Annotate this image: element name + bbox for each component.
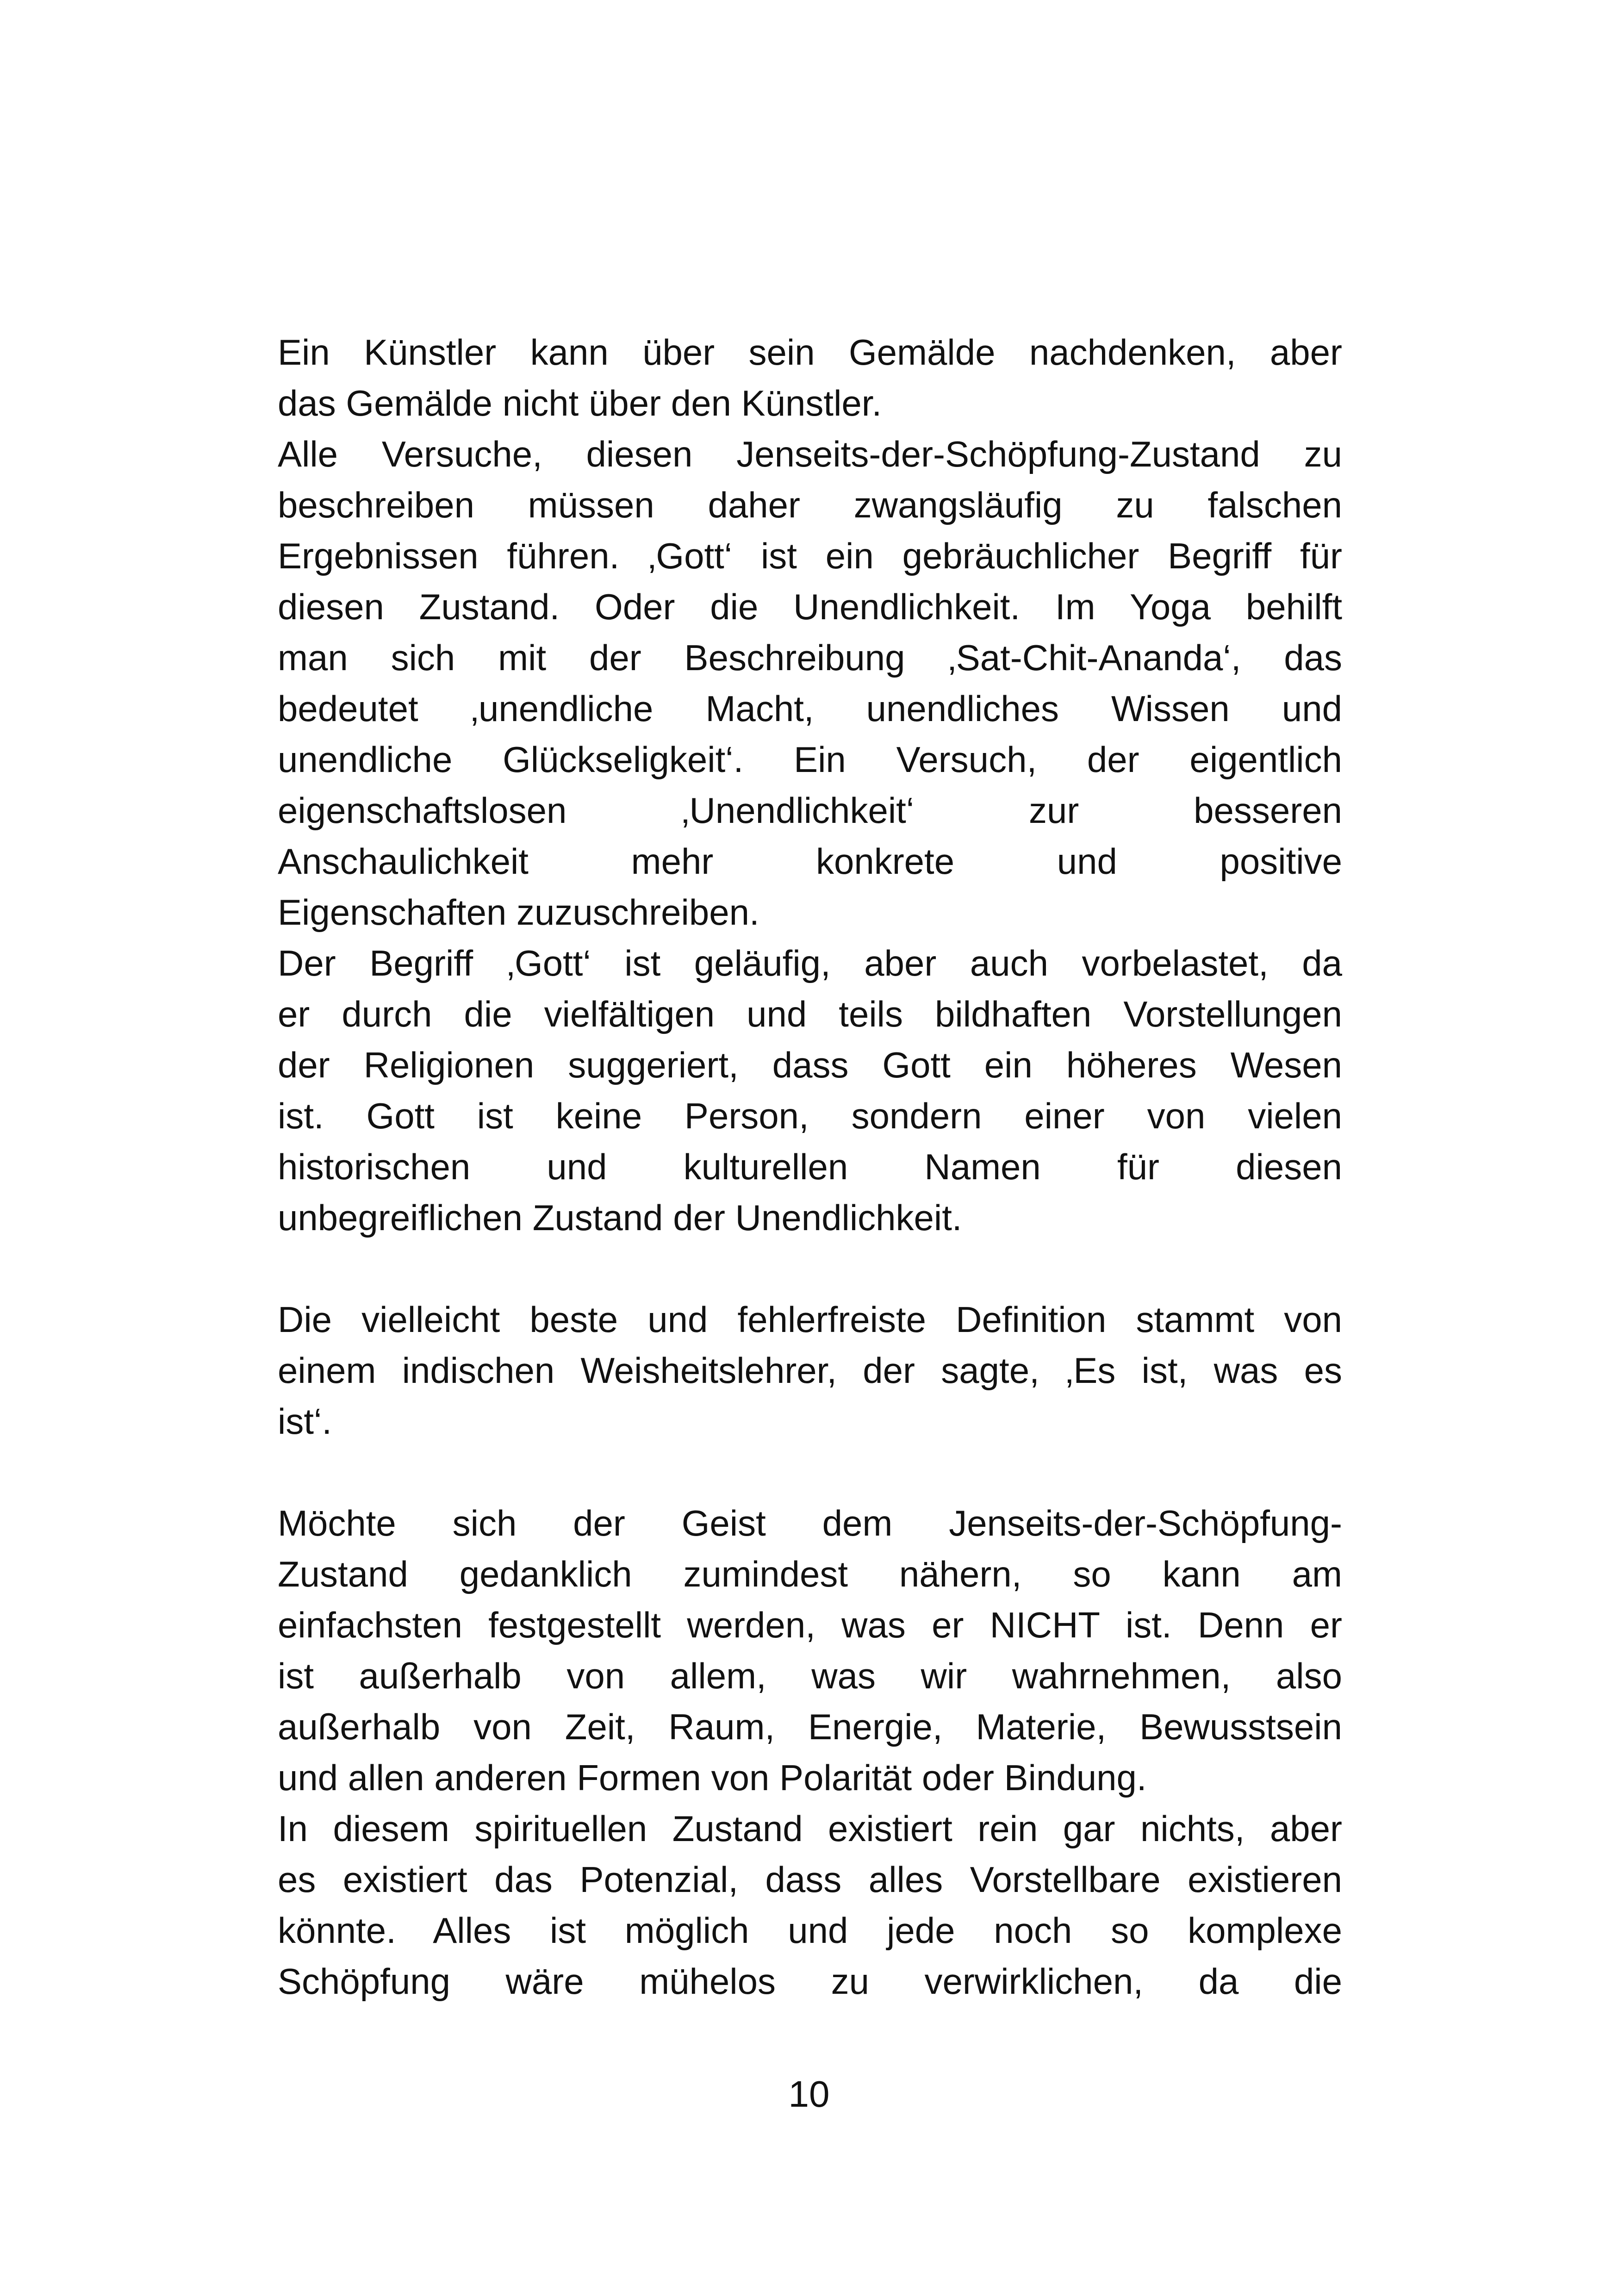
text-line: Ergebnissen führen. ‚Gott‘ ist ein gebräuchlicher Begriff für	[278, 535, 1342, 576]
text-line: der Religionen suggeriert, dass Gott ein höheres Wesen	[278, 1045, 1342, 1085]
text-line: eigenschaftslosen ‚Unendlichkeit‘ zur besseren	[278, 790, 1342, 831]
text-line: unbegreiflichen Zustand der Unendlichkeit.	[278, 1197, 962, 1238]
text-line: Schöpfung wäre mühelos zu verwirklichen, da die	[278, 1961, 1342, 2002]
text-line: man sich mit der Beschreibung ‚Sat-Chit-Ananda‘, das	[278, 637, 1342, 678]
text-line: Anschaulichkeit mehr konkrete und positive	[278, 841, 1342, 882]
text-line: das Gemälde nicht über den Künstler.	[278, 383, 882, 423]
text-line: könnte. Alles ist möglich und jede noch so komplexe	[278, 1910, 1342, 1951]
text-line: Möchte sich der Geist dem Jenseits-der-Schöpfung-	[278, 1503, 1342, 1543]
text-line: er durch die vielfältigen und teils bildhaften Vorstellungen	[278, 994, 1342, 1034]
text-line: historischen und kulturellen Namen für diesen	[278, 1146, 1342, 1187]
text-line: unendliche Glückseligkeit‘. Ein Versuch, der eigentlich	[278, 739, 1342, 780]
text-line: beschreiben müssen daher zwangsläufig zu falschen	[278, 485, 1342, 525]
text-line: es existiert das Potenzial, dass alles Vorstellbare existieren	[278, 1859, 1342, 1900]
text-line: ist. Gott ist keine Person, sondern einer von vielen	[278, 1095, 1342, 1136]
text-line: ist außerhalb von allem, was wir wahrnehmen, also	[278, 1655, 1342, 1696]
text-line: einem indischen Weisheitslehrer, der sagte, ‚Es ist, was es	[278, 1350, 1342, 1391]
text-line: In diesem spirituellen Zustand existiert rein gar nichts, aber	[278, 1808, 1342, 1849]
page-number: 10	[788, 2073, 830, 2115]
text-line: Ein Künstler kann über sein Gemälde nachdenken, aber	[278, 332, 1342, 373]
text-line: diesen Zustand. Oder die Unendlichkeit. Im Yoga behilft	[278, 586, 1342, 627]
text-line: Zustand gedanklich zumindest nähern, so kann am	[278, 1554, 1342, 1594]
text-line: Alle Versuche, diesen Jenseits-der-Schöpfung-Zustand zu	[278, 434, 1342, 474]
text-line: Eigenschaften zuzuschreiben.	[278, 892, 759, 933]
text-line: außerhalb von Zeit, Raum, Energie, Materie, Bewusstsein	[278, 1706, 1342, 1747]
body-text	[278, 327, 1342, 2007]
text-line: Die vielleicht beste und fehlerfreiste Definition stammt von	[278, 1299, 1342, 1340]
text-line: ist‘.	[278, 1401, 332, 1442]
text-line: bedeutet ‚unendliche Macht, unendliches Wissen und	[278, 688, 1342, 729]
text-line: und allen anderen Formen von Polarität oder Bindung.	[278, 1757, 1147, 1798]
paragraph-gap	[278, 1243, 1342, 1294]
text-line: Der Begriff ‚Gott‘ ist geläufig, aber auch vorbelastet, da	[278, 943, 1342, 983]
text-line: einfachsten festgestellt werden, was er NICHT ist. Denn er	[278, 1605, 1342, 1645]
paragraph-gap	[278, 1447, 1342, 1498]
